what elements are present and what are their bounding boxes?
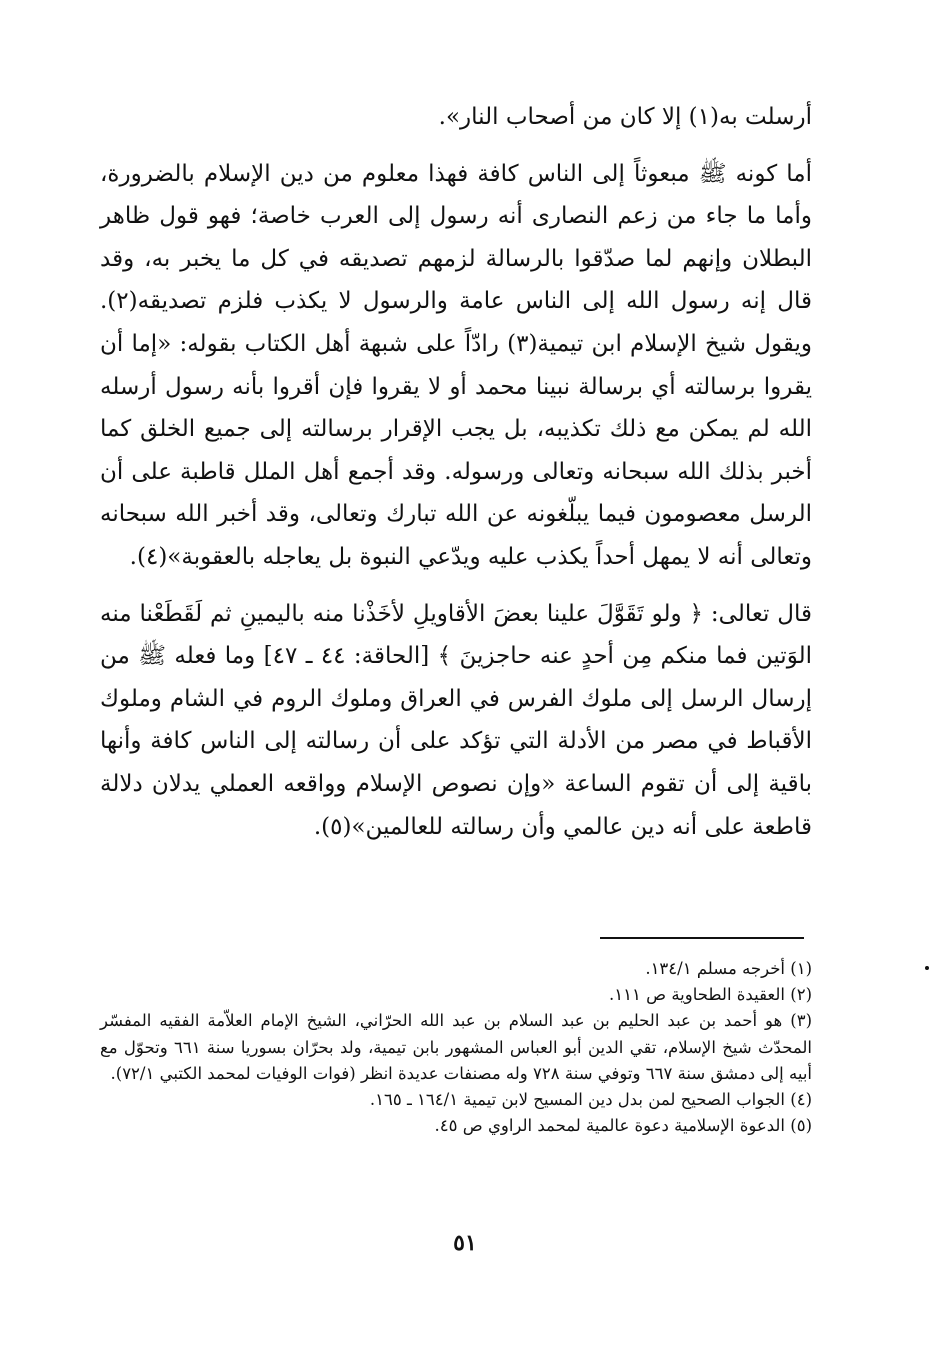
paragraph-2: أما كونه ﷺ مبعوثاً إلى الناس كافة فهذا معلوم من دين الإسلام بالضرورة، وأما ما جاء من زعم النصارى أنه رسول إلى العرب خاصة؛ فهو قول ظاهر البطلان وإنهم لما صدّقوا بالرسالة لزمهم تصديقه في كل ما يخبر به، وقد قال إنه رسول الله إلى الناس عامة والرسول لا يكذب فلزم تصديقه(٢). ويقول شيخ الإسلام ابن تيمية(٣) رادّاً على شبهة أهل الكتاب بقوله: «إما أن يقروا برسالته أي برسالة نبينا محمد أو لا يقروا فإن أقروا بأنه رسول أرسله الله لم يمكن مع ذلك تكذيبه، بل يجب الإقرار برسالته إلى جميع الخلق كما أخبر بذلك الله سبحانه وتعالى ورسوله. وقد أجمع أهل الملل قاطبة على أن الرسل معصومون فيما يبلّغونه عن الله تبارك وتعالى، وقد أخبر الله سبحانه وتعالى أنه لا يمهل أحداً يكذب عليه ويدّعي النبوة بل يعاجله بالعقوبة»(٤). (100, 160, 812, 570)
footnote-3: (٣) هو أحمد بن عبد الحليم بن عبد السلام بن عبد الله الحرّاني، الشيخ الإمام العلاّمة الفقيه المفسّر المحدّث شيخ الإسلام، تقي الدين أبو العباس المشهور بابن تيمية، ولد بحرّان بسوريا سنة ٦٦١ وتحوّل مع أبيه إلى دمشق سنة ٦٦٧ وتوفي سنة ٧٢٨ وله مصنفات عديدة انظر (فوات الوفيات لمحمد الكتبي ٧٢/١). (100, 1011, 812, 1083)
footnote-2: (٢) العقيدة الطحاوية ص ١١١. (609, 985, 812, 1005)
footnote-1: (١) أخرجه مسلم ١٣٤/١. (645, 959, 812, 978)
footnote-5: (٥) الدعوة الإسلامية دعوة عالمية لمحمد الراوي ص ٤٥. (434, 1116, 812, 1136)
paragraph-3: قال تعالى: ﴿ ولو تَقَوَّلَ علينا بعضَ الأقاويلِ لأخَذْنا منه باليمينِ ثم لَقَطَعْنا منه الوَتين فما منكم مِن أحدٍ عنه حاجزينَ ﴾ [الحاقة: ٤٤ ـ ٤٧] وما فعله ﷺ من إرسال الرسل إلى ملوك الفرس في العراق وملوك الروم في الشام وملوك الأقباط في مصر من الأدلة التي تؤكد على أن رسالته إلى الناس كافة وأنها باقية إلى أن تقوم الساعة «وإن نصوص الإسلام وواقعه العملي يدلان دلالة قاطعة على أنه دين عالمي وأن رسالته للعالمين»(٥). (100, 600, 812, 840)
footnotes (100, 956, 812, 1139)
page-number: ٥١ (453, 1230, 477, 1256)
main-text (100, 96, 812, 848)
footnote-separator (600, 937, 804, 939)
paragraph-1: أرسلت به(١) إلا كان من أصحاب النار». (438, 104, 812, 130)
margin-mark (925, 966, 929, 970)
footnote-4: (٤) الجواب الصحيح لمن بدل دين المسيح لابن تيمية ١٦٤/١ ـ ١٦٥. (369, 1090, 812, 1110)
